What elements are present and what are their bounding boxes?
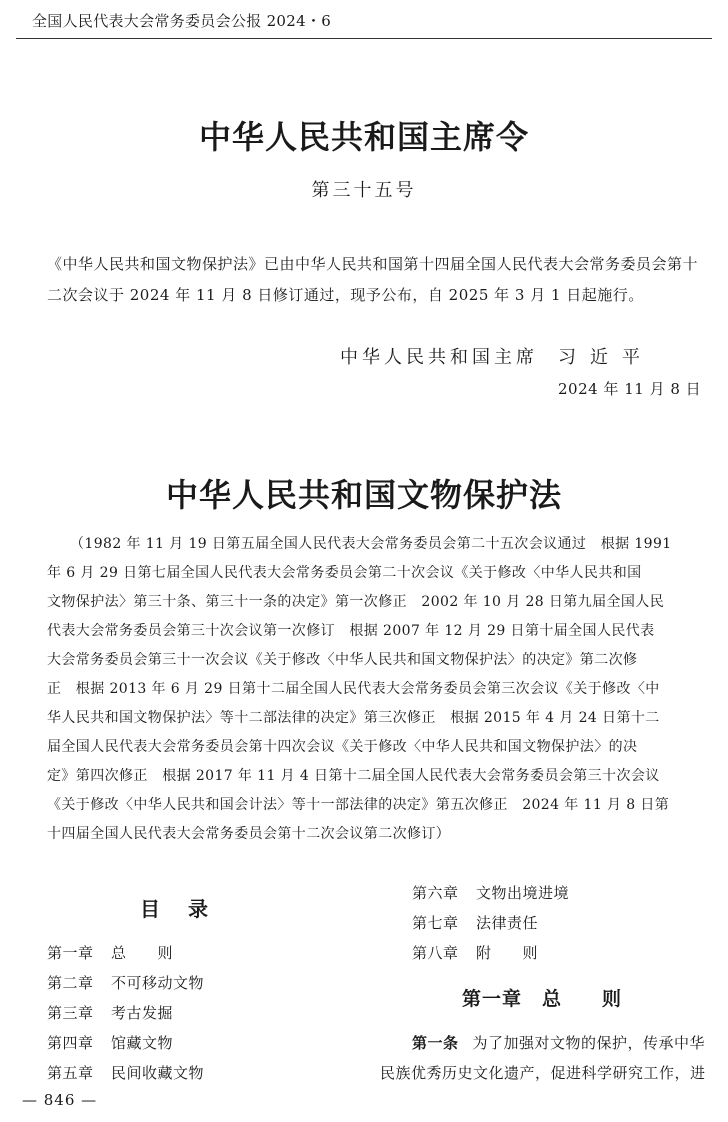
history-line: 十四届全国人民代表大会常务委员会第十二次会议第二次修订） (47, 826, 451, 842)
toc-item[interactable] (47, 1062, 204, 1083)
history-line: 大会常务委员会第三十一次会议《关于修改〈中华人民共和国文物保护法〉的决定》第二次修 (47, 652, 638, 668)
toc-chapter-title: 文物出境进境 (476, 884, 570, 902)
history-line: 定》第四次修正 根据 2017 年 11 月 4 日第十二届全国人民代表大会常务委员会第三十次会议 (47, 768, 660, 784)
toc-item[interactable] (47, 1032, 173, 1053)
toc-chapter-title: 附 则 (476, 944, 539, 962)
toc-chapter-number: 第三章 (47, 1004, 94, 1022)
toc-title: 目录 (140, 897, 236, 921)
article-1-line (412, 1032, 705, 1053)
article-label: 第一条 (412, 1034, 459, 1052)
toc-item[interactable] (412, 882, 569, 903)
article-text: 为了加强对文物的保护，传承中华 (472, 1034, 706, 1052)
article-1-line: 民族优秀历史文化遗产，促进科学研究工作，进 (380, 1064, 706, 1082)
decree-body-line: 《中华人民共和国文物保护法》已由中华人民共和国第十四届全国人民代表大会常务委员会第十 (47, 255, 699, 273)
toc-chapter-number: 第七章 (412, 914, 459, 932)
toc-chapter-number: 第五章 (47, 1064, 94, 1082)
history-line: 代表大会常务委员会第三十次会议第一次修订 根据 2007 年 12 月 29 日第十届全国人民代表 (47, 623, 655, 639)
decree-number: 第三十五号 (311, 180, 417, 201)
toc-chapter-title: 不可移动文物 (111, 974, 205, 992)
toc-chapter-number: 第六章 (412, 884, 459, 902)
toc-item[interactable] (412, 942, 538, 963)
toc-chapter-number: 第二章 (47, 974, 94, 992)
history-line: 华人民共和国文物保护法〉等十二部法律的决定》第三次修正 根据 2015 年 4 月 24 日第十二 (47, 710, 660, 726)
history-line: 届全国人民代表大会常务委员会第十四次会议《关于修改〈中华人民共和国文物保护法〉的决 (47, 739, 638, 755)
toc-chapter-title: 法律责任 (476, 914, 539, 932)
history-line: 文物保护法〉第三十条、第三十一条的决定》第一次修正 2002 年 10 月 28 日第九届全国人民 (47, 594, 665, 610)
toc-item[interactable] (412, 912, 538, 933)
journal-header: 全国人民代表大会常务委员会公报 2024・6 (32, 12, 332, 30)
toc-chapter-number: 第八章 (412, 944, 459, 962)
decree-date: 2024 年 11 月 8 日 (558, 380, 702, 398)
toc-item[interactable] (47, 972, 204, 993)
signer-name: 习近平 (558, 347, 654, 368)
history-line: 年 6 月 29 日第七届全国人民代表大会常务委员会第二十次会议《关于修改〈中华人民共和国 (47, 565, 642, 581)
signer-title: 中华人民共和国主席 (340, 347, 538, 368)
toc-chapter-number: 第一章 (47, 944, 94, 962)
law-title: 中华人民共和国文物保护法 (165, 476, 562, 514)
decree-title: 中华人民共和国主席令 (198, 118, 529, 156)
history-line: 《关于修改〈中华人民共和国会计法〉等十一部法律的决定》第五次修正 2024 年 11 月 8 日第 (47, 797, 670, 813)
history-line: （1982 年 11 月 19 日第五届全国人民代表大会常务委员会第二十五次会议通过 根据 1991 (70, 536, 672, 552)
header-rule (16, 38, 712, 39)
toc-chapter-title: 民间收藏文物 (111, 1064, 205, 1082)
toc-chapter-title: 考古发掘 (111, 1004, 174, 1022)
toc-chapter-title: 总 则 (111, 944, 174, 962)
page-number: — 846 — (22, 1091, 98, 1109)
toc-item[interactable] (47, 1002, 173, 1023)
history-line: 正 根据 2013 年 6 月 29 日第十二届全国人民代表大会常务委员会第三次会议《关于修改〈中 (47, 681, 660, 697)
toc-item[interactable] (47, 942, 173, 963)
signature-block (340, 343, 654, 369)
chapter-title: 第一章 总 则 (462, 988, 623, 1010)
toc-chapter-number: 第四章 (47, 1034, 94, 1052)
toc-chapter-title: 馆藏文物 (111, 1034, 174, 1052)
decree-body-line: 二次会议于 2024 年 11 月 8 日修订通过，现予公布，自 2025 年 3 月 1 日起施行。 (47, 286, 644, 304)
